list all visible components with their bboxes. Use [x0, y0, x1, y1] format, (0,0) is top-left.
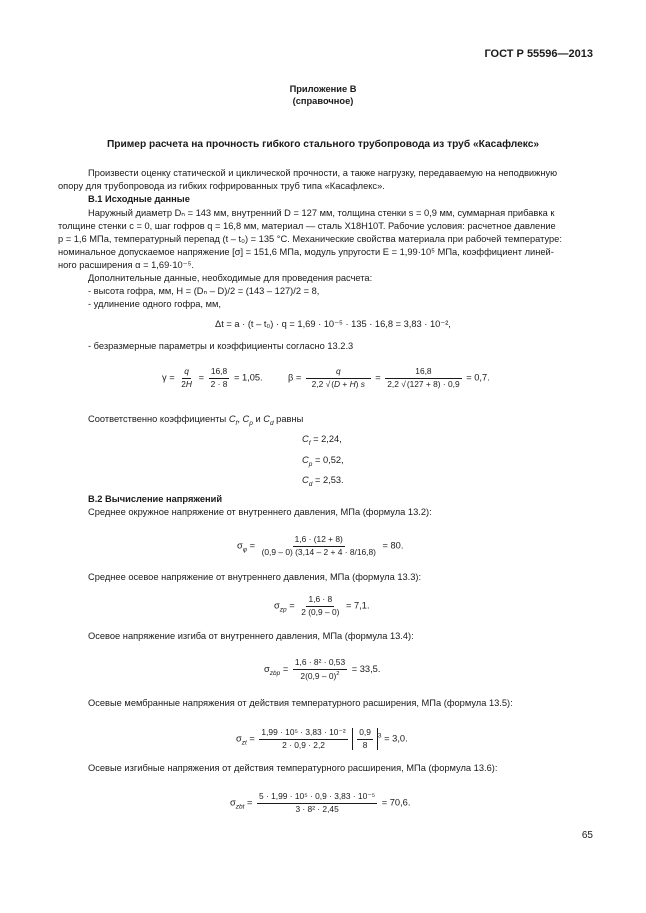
stress-1-text: Среднее окружное напряжение от внутреннего давления, МПа (формула 13.2): [88, 507, 432, 517]
corrugation-height: - высота гофра, мм, H = (Dₙ – D)/2 = (143 – 127)/2 = 8, [88, 286, 320, 296]
appendix-title: Приложение В [289, 84, 357, 94]
stress-2-formula: $\sigma_{zp}$ = $\frac{1,6 \cdot 8}{2 (0,9 - 0)}$ = 7,1. [274, 594, 370, 617]
stress-5-formula: $\sigma_{zbt}$ = $\frac{\text{5 · 1,99 · 10⁵ · 0,9 · 3,83 · 10⁻⁵}}{\text{3 · 8² · 2,45}}$ = 70,6. [230, 791, 411, 814]
stress-1-formula: $\sigma_\varphi$ = $\frac{1,6 \cdot (12 + 8)}{(0,9 - 0) (3,14 - 2 + 4 \cdot 8/16,8)}$ = 80. [237, 534, 404, 557]
gamma-formula: γ = $\frac{q}{2H}$ = $\frac{16,8}{2 \cdot 8}$ = 1,05. [162, 366, 263, 389]
stress-3-text: Осевое напряжение изгиба от внутреннего давления, МПа (формула 13.4): [88, 631, 414, 641]
stress-4-text: Осевые мембранные напряжения от действия температурного расширения, МПа (формула 13.5): [88, 698, 513, 708]
data-line-5: ного расширения α = 1,69·10⁻⁵. [58, 260, 195, 270]
stress-2-text: Среднее осевое напряжение от внутреннего давления, МПа (формула 13.3): [88, 572, 422, 582]
corrugation-elongation: - удлинение одного гофра, мм, [88, 299, 221, 309]
stress-4-formula: $\sigma_{zt}$ = $\frac{\text{1,99 · 10⁵ · 3,83 · 10⁻²}}{2 \cdot 0,9 \cdot 2,2}$ $\frac{0,9}{8}$ $^3$ = 3,0. [236, 727, 408, 750]
data-line-1: Наружный диаметр Dₙ = 143 мм, внутренний D = 127 мм, толщина стенки s = 0,9 мм, суммарная прибавка к [88, 208, 555, 218]
extra-data-intro: Дополнительные данные, необходимые для проведения расчета: [88, 273, 373, 283]
stress-5-text: Осевые изгибные напряжения от действия температурного расширения, МПа (формула 13.6): [88, 763, 498, 773]
coef-cd: $C_d = 2,53$. [302, 475, 344, 488]
section-1-heading: В.1 Исходные данные [88, 194, 190, 204]
appendix-subtitle: (справочное) [292, 96, 354, 106]
beta-formula: β = $\frac{q}{2,2 √(D + H) s}$ = $\frac{16,8}{2,2 √(127 + 8) \cdot 0,9}$ = 0,7. [288, 366, 490, 389]
section-2-heading: В.2 Вычисление напряжений [88, 494, 223, 504]
data-line-3: p = 1,6 МПа, температурный перепад (t – t₀) = 135 °С. Механические свойства материала при рабочей температуре: [58, 234, 562, 244]
data-line-4: номинальное допускаемое напряжение [σ] = 151,6 МПа, модуль упругости E = 1,99·10⁵ МПа, коэффициент линей- [58, 247, 554, 257]
data-line-2: толщине стенки c = 0, шаг гофров q = 16,8 мм, материал — сталь Х18Н10Т. Рабочие условия: расчетное давление [58, 221, 556, 231]
dimensionless-params: - безразмерные параметры и коэффициенты согласно 13.2.3 [88, 341, 354, 351]
coefficients-intro: Соответственно коэффициенты $C_f$, $C_p$ и $C_d$ равны [88, 414, 304, 427]
intro-line-1: Произвести оценку статической и циклической прочности, а также нагрузку, передаваемую на неподвижную [88, 168, 558, 178]
elongation-formula: Δt = a · (t – t₀) · q = 1,69 · 10⁻⁵ · 135 · 16,8 = 3,83 · 10⁻², [215, 319, 451, 329]
standard-header: ГОСТ Р 55596—2013 [484, 48, 593, 60]
intro-line-2: опору для трубопровода из гибких гофрированных труб типа «Касафлекс». [58, 181, 385, 191]
stress-3-formula: $\sigma_{zbp}$ = $\frac{\text{1,6 · 8² · 0,53}}{2(0,9 - 0)^2}$ = 33,5. [264, 657, 381, 681]
coef-cp: $C_p = 0,52$, [302, 455, 344, 468]
main-title: Пример расчета на прочность гибкого стального трубопровода из труб «Касафлекс» [106, 139, 540, 150]
page-number: 65 [581, 830, 593, 841]
coef-cf: $C_f = 2,24$, [302, 434, 342, 447]
